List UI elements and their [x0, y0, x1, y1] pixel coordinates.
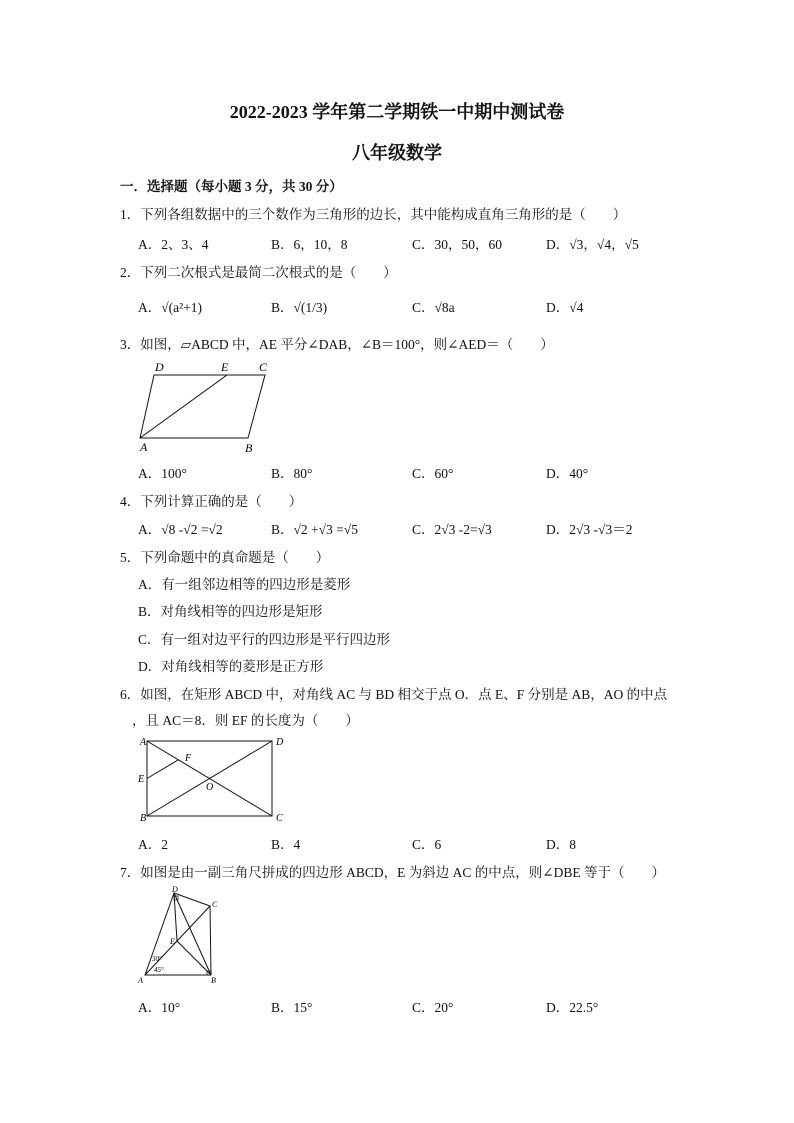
label-angle-30: 30°	[152, 955, 162, 963]
question-2-option-a: A．√(a²+1)	[138, 300, 203, 315]
exam-subtitle: 八年级数学	[352, 143, 442, 163]
question-5-option-c: C．有一组对边平行的四边形是平行四边形	[138, 632, 391, 647]
question-3-option-b: B．80°	[271, 466, 313, 481]
question-2-option-b: B．√(1/3)	[271, 300, 328, 315]
question-1-option-b: B．6，10，8	[271, 237, 348, 252]
label-d: D	[172, 885, 178, 894]
question-5-stem: 5．下列命题中的真命题是（ ）	[120, 550, 330, 565]
question-2-option-d: D．√4	[546, 300, 584, 315]
question-4-option-b: B．√2 +√3 =√5	[271, 522, 358, 537]
question-7-option-a: A．10°	[138, 1000, 181, 1015]
label-c: C	[276, 813, 283, 824]
section-heading: 一．选择题（每小题 3 分，共 30 分）	[120, 179, 343, 194]
question-1-option-d: D．√3，√4，√5	[546, 237, 639, 252]
label-a: A	[138, 976, 143, 985]
question-3-option-d: D．40°	[546, 466, 589, 481]
question-4-stem: 4．下列计算正确的是（ ）	[120, 494, 303, 509]
question-1-option-c: C．30，50，60	[412, 237, 503, 252]
exam-title: 2022-2023 学年第二学期铁一中期中测试卷	[229, 102, 565, 122]
question-7-option-c: C．20°	[412, 1000, 454, 1015]
label-d: D	[155, 360, 164, 374]
question-5-option-d: D．对角线相等的菱形是正方形	[138, 659, 324, 674]
question-6-stem: 6．如图，在矩形 ABCD 中，对角线 AC 与 BD 相交于点 O．点 E、F 分别是 AB，AO 的中点	[120, 687, 668, 702]
question-7-stem: 7．如图是由一副三角尺拼成的四边形 ABCD，E 为斜边 AC 的中点，则∠DBE 等于（ ）	[120, 865, 665, 880]
question-7-option-d: D．22.5°	[546, 1000, 599, 1015]
question-6-option-c: C．6	[412, 837, 442, 852]
question-1-option-a: A．2、3、4	[138, 237, 209, 252]
question-1-stem: 1．下列各组数据中的三个数作为三角形的边长，其中能构成直角三角形的是（ ）	[120, 207, 627, 222]
segment-ef	[147, 760, 178, 779]
label-b: B	[140, 813, 147, 824]
question-5-option-b: B．对角线相等的四边形是矩形	[138, 604, 323, 619]
question-3-option-a: A．100°	[138, 466, 187, 481]
label-b: B	[245, 441, 253, 455]
diagonal-db	[174, 893, 211, 975]
question-3-parallelogram-figure	[135, 358, 280, 458]
question-6-rectangle-figure	[135, 731, 290, 826]
question-4-option-a: A．√8 -√2 =√2	[138, 522, 223, 537]
label-f: F	[185, 753, 192, 764]
question-3-stem: 3．如图，▱ABCD 中，AE 平分∠DAB，∠B＝100°，则∠AED＝（ ）	[120, 337, 554, 352]
question-2-stem: 2．下列二次根式是最简二次根式的是（ ）	[120, 265, 397, 280]
label-o: O	[206, 782, 214, 793]
question-6-option-d: D．8	[546, 837, 576, 852]
question-3-option-c: C．60°	[412, 466, 454, 481]
question-4-option-d: D．2√3 -√3＝2	[546, 522, 633, 537]
question-7-triangle-figure	[134, 882, 234, 992]
label-c: C	[259, 360, 268, 374]
label-b: B	[211, 976, 216, 985]
question-2-option-c: C．√8a	[412, 300, 455, 315]
question-6-option-b: B．4	[271, 837, 301, 852]
label-angle-45: 45°	[154, 966, 164, 974]
label-d: D	[276, 737, 284, 748]
question-6-option-a: A．2	[138, 837, 168, 852]
label-c: C	[212, 900, 218, 909]
question-5-option-a: A．有一组邻边相等的四边形是菱形	[138, 577, 351, 592]
label-a: A	[140, 440, 148, 454]
segment-eb	[177, 941, 211, 975]
label-e: E	[138, 774, 145, 785]
label-e: E	[221, 360, 229, 374]
label-e: E	[170, 937, 175, 946]
label-a: A	[140, 737, 147, 748]
question-4-option-c: C．2√3 -2=√3	[412, 522, 492, 537]
parallelogram-outline	[140, 375, 265, 438]
segment-ae	[140, 375, 227, 438]
question-7-option-b: B．15°	[271, 1000, 313, 1015]
question-6-stem-continued: ，且 AC＝8．则 EF 的长度为（ ）	[132, 713, 359, 728]
